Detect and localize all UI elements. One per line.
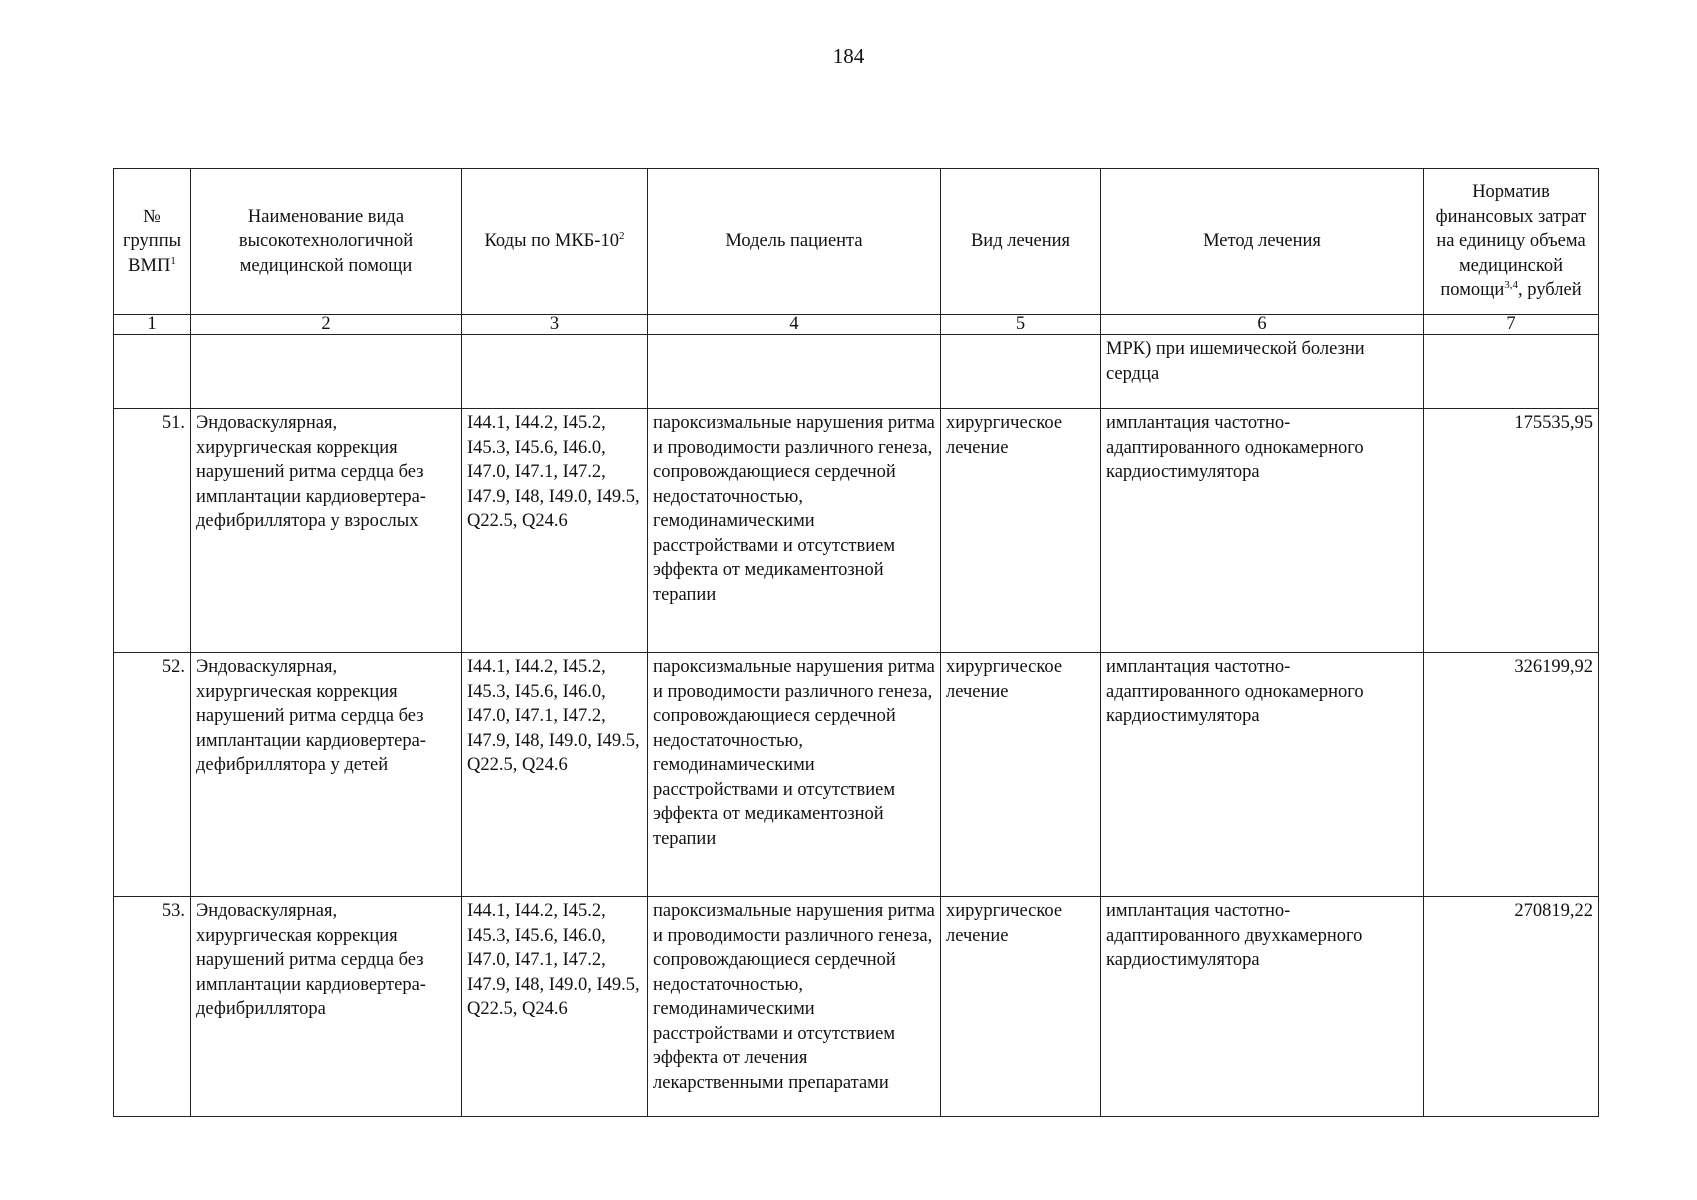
column-number: 4 (648, 315, 941, 335)
header-patient-model: Модель пациента (648, 169, 941, 315)
vmp-table (113, 168, 1599, 1117)
table-row (114, 897, 1599, 1117)
column-number: 5 (941, 315, 1101, 335)
cell-treatment-type: хирургическое лечение (941, 897, 1101, 1117)
cell-empty (648, 335, 941, 409)
cell-method-continuation: МРК) при ишемической болезни сердца (1101, 335, 1424, 409)
table-row (114, 653, 1599, 897)
cell-care-type-name: Эндоваскулярная, хирургическая коррекция нарушений ритма сердца без имплантации кардиовертера-дефибриллятора у взрослых (191, 409, 462, 653)
cell-icd-codes: I44.1, I44.2, I45.2, I45.3, I45.6, I46.0, I47.0, I47.1, I47.2, I47.9, I48, I49.0, I49.5, Q22.5, Q24.6 (462, 653, 648, 897)
cell-care-type-name: Эндоваскулярная, хирургическая коррекция нарушений ритма сердца без имплантации кардиовертера-дефибриллятора у детей (191, 653, 462, 897)
header-icd-codes: Коды по МКБ-$10^2$ (462, 169, 648, 315)
header-group-number: № группы ВМП$^1$ (114, 169, 191, 315)
cell-icd-codes: I44.1, I44.2, I45.2, I45.3, I45.6, I46.0, I47.0, I47.1, I47.2, I47.9, I48, I49.0, I49.5, Q22.5, Q24.6 (462, 409, 648, 653)
cell-empty (114, 335, 191, 409)
column-number: 3 (462, 315, 648, 335)
cell-group-number: 51. (114, 409, 191, 653)
cell-empty (941, 335, 1101, 409)
page-number: 184 (832, 44, 865, 68)
column-number: 2 (191, 315, 462, 335)
cell-cost-norm: 270819,22 (1424, 897, 1599, 1117)
cell-patient-model: пароксизмальные нарушения ритма и проводимости различного генеза, сопровождающиеся сердечной недостаточностью, гемодинамическими расстройствами и отсутствием эффекта от медикаментозной терапии (648, 409, 941, 653)
column-number: 7 (1424, 315, 1599, 335)
cell-cost-norm: 175535,95 (1424, 409, 1599, 653)
cell-treatment-method: имплантация частотно-адаптированного двухкамерного кардиостимулятора (1101, 897, 1424, 1117)
cell-group-number: 53. (114, 897, 191, 1117)
cell-patient-model: пароксизмальные нарушения ритма и проводимости различного генеза, сопровождающиеся сердечной недостаточностью, гемодинамическими расстройствами и отсутствием эффекта от лечения лекарственными препаратами (648, 897, 941, 1117)
cell-cost-norm: 326199,92 (1424, 653, 1599, 897)
column-number: 6 (1101, 315, 1424, 335)
header-treatment-method: Метод лечения (1101, 169, 1424, 315)
cell-treatment-type: хирургическое лечение (941, 653, 1101, 897)
table-row (114, 409, 1599, 653)
cell-treatment-type: хирургическое лечение (941, 409, 1101, 653)
cell-empty (191, 335, 462, 409)
cell-treatment-method: имплантация частотно-адаптированного однокамерного кардиостимулятора (1101, 653, 1424, 897)
header-row (114, 169, 1599, 315)
header-care-type-name: Наименование вида высокотехнологичной медицинской помощи (191, 169, 462, 315)
cell-patient-model: пароксизмальные нарушения ритма и проводимости различного генеза, сопровождающиеся сердечной недостаточностью, гемодинамическими расстройствами и отсутствием эффекта от медикаментозной терапии (648, 653, 941, 897)
cell-icd-codes: I44.1, I44.2, I45.2, I45.3, I45.6, I46.0, I47.0, I47.1, I47.2, I47.9, I48, I49.0, I49.5, Q22.5, Q24.6 (462, 897, 648, 1117)
continuation-row (114, 335, 1599, 409)
header-cost-norm: Норматив финансовых затрат на единицу объема медицинской помощи$^{3,4}$, рублей (1424, 169, 1599, 315)
cell-empty (462, 335, 648, 409)
cell-treatment-method: имплантация частотно-адаптированного однокамерного кардиостимулятора (1101, 409, 1424, 653)
cell-group-number: 52. (114, 653, 191, 897)
column-number: 1 (114, 315, 191, 335)
column-number-row (114, 315, 1599, 335)
cell-care-type-name: Эндоваскулярная, хирургическая коррекция нарушений ритма сердца без имплантации кардиовертера-дефибриллятора (191, 897, 462, 1117)
cell-empty (1424, 335, 1599, 409)
header-treatment-type: Вид лечения (941, 169, 1101, 315)
